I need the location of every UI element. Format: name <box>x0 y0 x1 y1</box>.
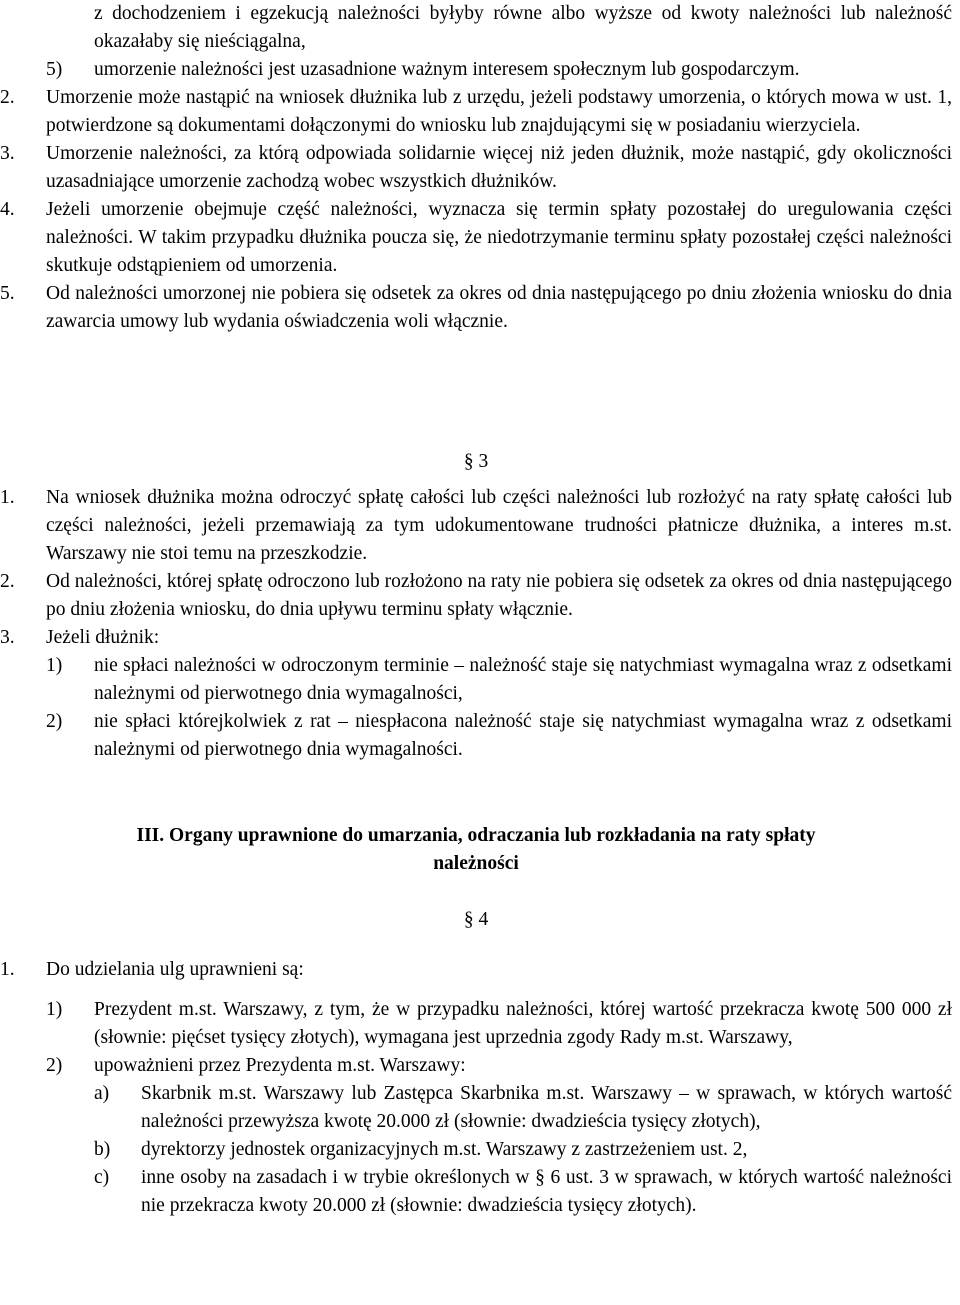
item-number: b) <box>94 1139 111 1160</box>
list-item <box>0 56 952 84</box>
item-text: dyrektorzy jednostek organizacyjnych m.st. Warszawy z zastrzeżeniem ust. 2, <box>141 1139 748 1160</box>
list-item <box>0 1080 952 1136</box>
item-text: Jeżeli dłużnik: <box>46 627 160 648</box>
item-text: upoważnieni przez Prezydenta m.st. Warszawy: <box>94 1055 466 1076</box>
item-text: Skarbnik m.st. Warszawy lub Zastępca Skarbnika m.st. Warszawy – w sprawach, w których wartość należności przewyższa kwotę 20.000 zł (słownie: dwadzieścia tysięcy złotych), <box>141 1083 952 1132</box>
list-item <box>0 196 952 280</box>
list-item <box>0 624 952 652</box>
paragraph-mark-3: § 3 <box>463 451 489 472</box>
previous-list-tail <box>0 0 952 84</box>
item-text: Od należności umorzonej nie pobiera się odsetek za okres od dnia następującego po dniu złożenia wniosku do dnia zawarcia umowy lub wydania oświadczenia woli włącznie. <box>46 283 952 332</box>
item-text: Prezydent m.st. Warszawy, z tym, że w przypadku należności, której wartość przekracza kwotę 500 000 zł (słownie: pięćset tysięcy złotych), wymagana jest uprzednia zgody Rady m.st. Warszawy, <box>94 999 952 1048</box>
item-number: 1. <box>0 487 15 508</box>
list-item <box>0 708 952 764</box>
item-text: Na wniosek dłużnika można odroczyć spłatę całości lub części należności lub rozłożyć na raty spłatę całości lub części należności, jeżeli przemawiają za tym udokumentowane trudności płatnicze dłużnika, a interes m.st. Warszawy nie stoi temu na przeszkodzie. <box>46 487 952 564</box>
list-item <box>0 652 952 708</box>
list-item <box>0 1164 952 1220</box>
item-text: umorzenie należności jest uzasadnione ważnym interesem społecznym lub gospodarczym. <box>94 59 800 80</box>
list-item <box>0 956 952 984</box>
item-number: 2. <box>0 571 15 592</box>
item-number: a) <box>94 1083 110 1104</box>
list-item <box>0 1052 952 1080</box>
item-text: Umorzenie należności, za którą odpowiada solidarnie więcej niż jeden dłużnik, może nastąpić, gdy okoliczności uzasadniające umorzenie zachodzą wobec wszystkich dłużników. <box>46 143 952 192</box>
item-text: nie spłaci którejkolwiek z rat – niespłacona należność staje się natychmiast wymagalna wraz z odsetkami należnymi od pierwotnego dnia wymagalności. <box>94 711 952 760</box>
paragraph-4-list <box>0 996 952 1220</box>
list-item <box>0 0 952 56</box>
item-text: Jeżeli umorzenie obejmuje część należności, wyznacza się termin spłaty pozostałej do uregulowania części należności. W takim przypadku dłużnika poucza się, że niedotrzymanie terminu spłaty pozostałej części należności skutkuje odstąpieniem od umorzenia. <box>46 199 952 276</box>
item-number: 5. <box>0 283 15 304</box>
paragraph-mark-4: § 4 <box>463 909 489 930</box>
paragraph-2-list <box>0 84 952 336</box>
item-number: c) <box>94 1167 110 1188</box>
paragraph-4-intro <box>0 956 952 984</box>
item-number: 1. <box>0 959 15 980</box>
item-number: 1) <box>46 999 63 1020</box>
list-item <box>0 568 952 624</box>
list-item <box>0 280 952 336</box>
item-number: 5) <box>46 59 63 80</box>
paragraph-3-list <box>0 484 952 764</box>
item-text: Umorzenie może nastąpić na wniosek dłużnika lub z urzędu, jeżeli podstawy umorzenia, o których mowa w ust. 1, potwierdzone są dokumentami dołączonymi do wniosku lub znajdującymi się w posiadaniu wierzyciela. <box>46 87 952 136</box>
item-number: 3. <box>0 143 15 164</box>
section-heading <box>0 822 952 878</box>
item-text: Od należności, której spłatę odroczono lub rozłożono na raty nie pobiera się odsetek za okres od dnia następującego po dniu złożenia wniosku, do dnia upływu terminu spłaty włącznie. <box>46 571 952 620</box>
item-number: 3. <box>0 627 15 648</box>
list-item <box>0 84 952 140</box>
item-number: 4. <box>0 199 15 220</box>
list-item <box>0 484 952 568</box>
item-text: inne osoby na zasadach i w trybie określonych w § 6 ust. 3 w sprawach, w których wartość należności nie przekracza kwoty 20.000 zł (słownie: dwadzieścia tysięcy złotych). <box>141 1167 952 1216</box>
item-text: nie spłaci należności w odroczonym terminie – należność staje się natychmiast wymagalna wraz z odsetkami należnymi od pierwotnego dnia wymagalności, <box>94 655 952 704</box>
item-number: 2. <box>0 87 15 108</box>
item-number: 2) <box>46 711 63 732</box>
list-item <box>0 996 952 1052</box>
item-number: 1) <box>46 655 63 676</box>
list-item <box>0 1136 952 1164</box>
section-title-line2: należności <box>433 853 519 874</box>
item-number: 2) <box>46 1055 63 1076</box>
item-text: z dochodzeniem i egzekucją należności byłyby równe albo wyższe od kwoty należności lub należność okazałaby się nieściągalna, <box>94 3 952 52</box>
item-text: Do udzielania ulg uprawnieni są: <box>46 959 304 980</box>
section-title-line1: III. Organy uprawnione do umarzania, odraczania lub rozkładania na raty spłaty <box>136 825 816 846</box>
list-item <box>0 140 952 196</box>
